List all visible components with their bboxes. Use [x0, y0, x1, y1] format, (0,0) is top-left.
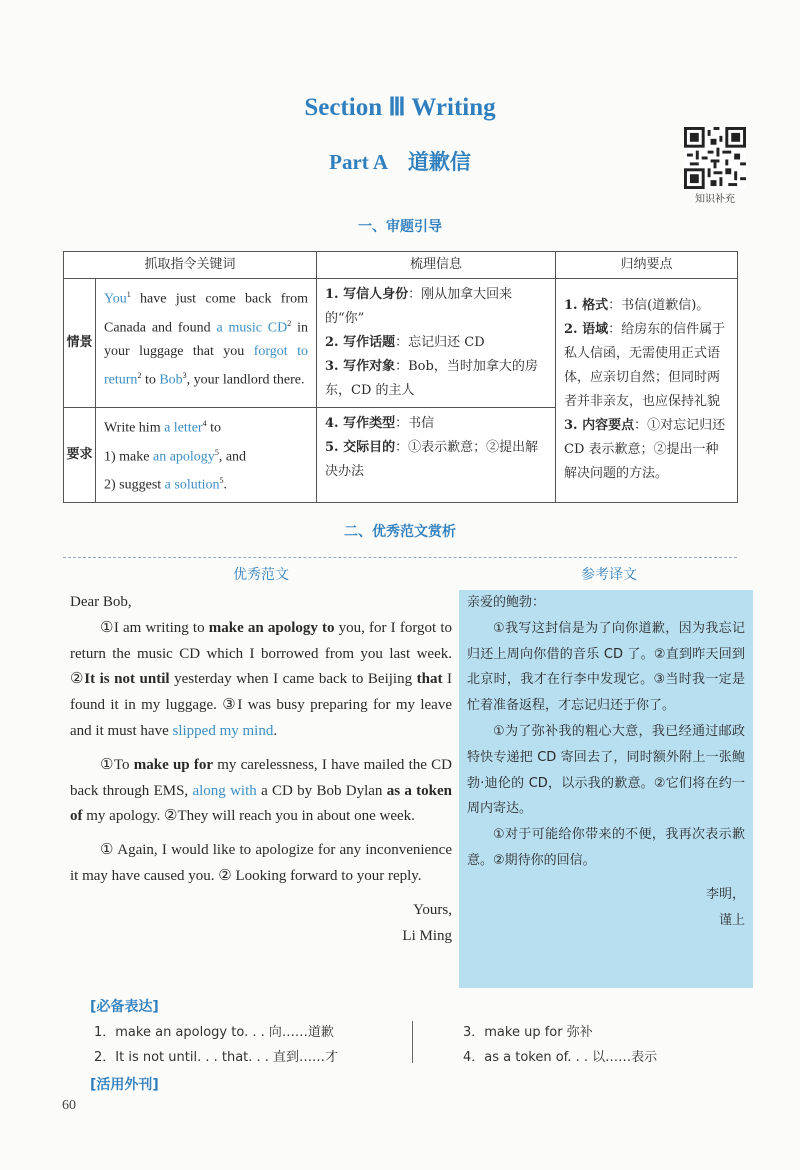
- cn-salutation: 亲爱的鲍勃：: [467, 595, 546, 610]
- row-label-requirement: 要求: [64, 408, 96, 503]
- cn-paragraph-1: ①我写这封信是为了向你道歉，因为我忘记归还上周向你借的音乐 CD 了。②直到昨天回到北京时，我才在行李中发现它。③当时我一定是忙着准备返程，才忘记归还于你了。: [467, 620, 745, 714]
- scenario-text: You$^1$ have just come back from Canada and found a music $CD^2$ in your luggage that you forgot to return$^2$ to Bob$^3$, your landlord there.: [96, 279, 317, 408]
- essential-expressions-tag: [必备表达]: [90, 999, 159, 1015]
- signature: Li Ming: [402, 927, 452, 944]
- point-text: ：给房东的信件属于私人信函，无需使用正式语体，应亲切自然；但同时两者并非亲友，也应保持礼貌: [564, 322, 726, 410]
- sample-essay-heading: 优秀范文: [233, 567, 289, 583]
- closing: Yours,: [413, 901, 452, 918]
- cn-paragraph-2: ①为了弥补我的粗心大意，我已经通过邮政特快专递把 CD 寄回去了，同时额外附上一张鲍勃·迪伦的 CD，以示我的歉意。②它们将在约一周内寄达。: [467, 723, 745, 817]
- translation-panel: [459, 562, 759, 988]
- table-row-scenario: [64, 279, 738, 408]
- essay-paragraph-1: ①I am writing to make an apology to you, for I forgot to return the music CD which I borrowed from you last week. ②It is not until yesterday when I came back to Beijing that I found it in my luggage. ③I was busy preparing for my leave and it must have slipped my mind.: [70, 619, 453, 739]
- info-text: ：刚从加拿大回来的“你”: [325, 287, 513, 326]
- row-label-scenario: 情景: [64, 279, 96, 408]
- qr-label: 知识补充: [695, 194, 735, 205]
- info-label: 3. 写作对象: [325, 359, 396, 374]
- dashed-divider: [63, 557, 737, 558]
- qr-code-icon[interactable]: [684, 127, 746, 189]
- info-text: ：Bob，当时加拿大的房东，CD 的主人: [325, 359, 538, 398]
- info-cell-2: [317, 408, 556, 503]
- section-heading-sample: 二、优秀范文赏析: [344, 524, 456, 540]
- essay-paragraph-2: ①To make up for my carelessness, I have mailed the CD back through EMS, along with a CD by Bob Dylan as a token of my apology. ②They will reach you in about one week.: [70, 756, 453, 825]
- cn-signature: 李明，: [705, 886, 745, 902]
- info-text: ：忘记归还 CD: [395, 335, 485, 350]
- part-title: Part A 道歉信: [329, 150, 471, 174]
- expression-item: 2．It is not until. . . that. . . 直到……才: [94, 1050, 339, 1065]
- expression-item: 3．make up for 弥补: [463, 1025, 593, 1040]
- point-label: 2. 语域: [564, 322, 609, 338]
- section-heading-guide: 一、审题引导: [358, 219, 442, 235]
- points-cell: [556, 279, 738, 503]
- info-text: ：①表示歉意；②提出解决办法: [325, 440, 539, 479]
- requirement-text: Write him a letter$^4$ to 1) make an apology$^5$, and 2) suggest a solution$^5$.: [96, 408, 317, 503]
- info-text: ：书信: [395, 416, 435, 431]
- info-label: 5. 交际目的: [325, 440, 396, 455]
- point-label: 1. 格式: [564, 298, 609, 314]
- column-header: 梳理信息: [317, 252, 556, 279]
- cn-paragraph-3: ①对于可能给你带来的不便，我再次表示歉意。②期待你的回信。: [467, 827, 745, 868]
- table-header-row: [64, 252, 738, 279]
- essay-paragraph-3: ① Again, I would like to apologize for any inconvenience it may have caused you. ② Looking forward to your reply.: [70, 842, 452, 884]
- expression-item: 1．make an apology to. . . 向……道歉: [94, 1025, 334, 1040]
- page-number: 60: [62, 1098, 76, 1113]
- magazine-usage-tag: [活用外刊]: [90, 1077, 159, 1093]
- translation-box: [459, 590, 753, 988]
- column-header: 归纳要点: [556, 252, 738, 279]
- point-label: 3. 内容要点: [564, 418, 635, 434]
- info-label: 2. 写作话题: [325, 335, 396, 350]
- info-label: 4. 写作类型: [325, 416, 396, 431]
- salutation: Dear Bob,: [70, 594, 132, 610]
- guide-table: [63, 251, 738, 503]
- expressions-divider: [412, 1021, 413, 1063]
- section-title: Section Ⅲ Writing: [304, 94, 496, 121]
- point-text: ：书信(道歉信)。: [608, 298, 710, 314]
- sample-essay: [70, 562, 452, 949]
- point-text: ：①对忘记归还 CD 表示歉意；②提出一种解决问题的方法。: [564, 418, 726, 482]
- cn-closing: 谨上: [718, 912, 745, 928]
- column-header: 抓取指令关键词: [64, 252, 317, 279]
- info-cell-1: [317, 279, 556, 408]
- translation-heading: 参考译文: [581, 567, 637, 583]
- expression-item: 4．as a token of. . . 以……表示: [463, 1050, 658, 1065]
- info-label: 1. 写信人身份: [325, 287, 409, 302]
